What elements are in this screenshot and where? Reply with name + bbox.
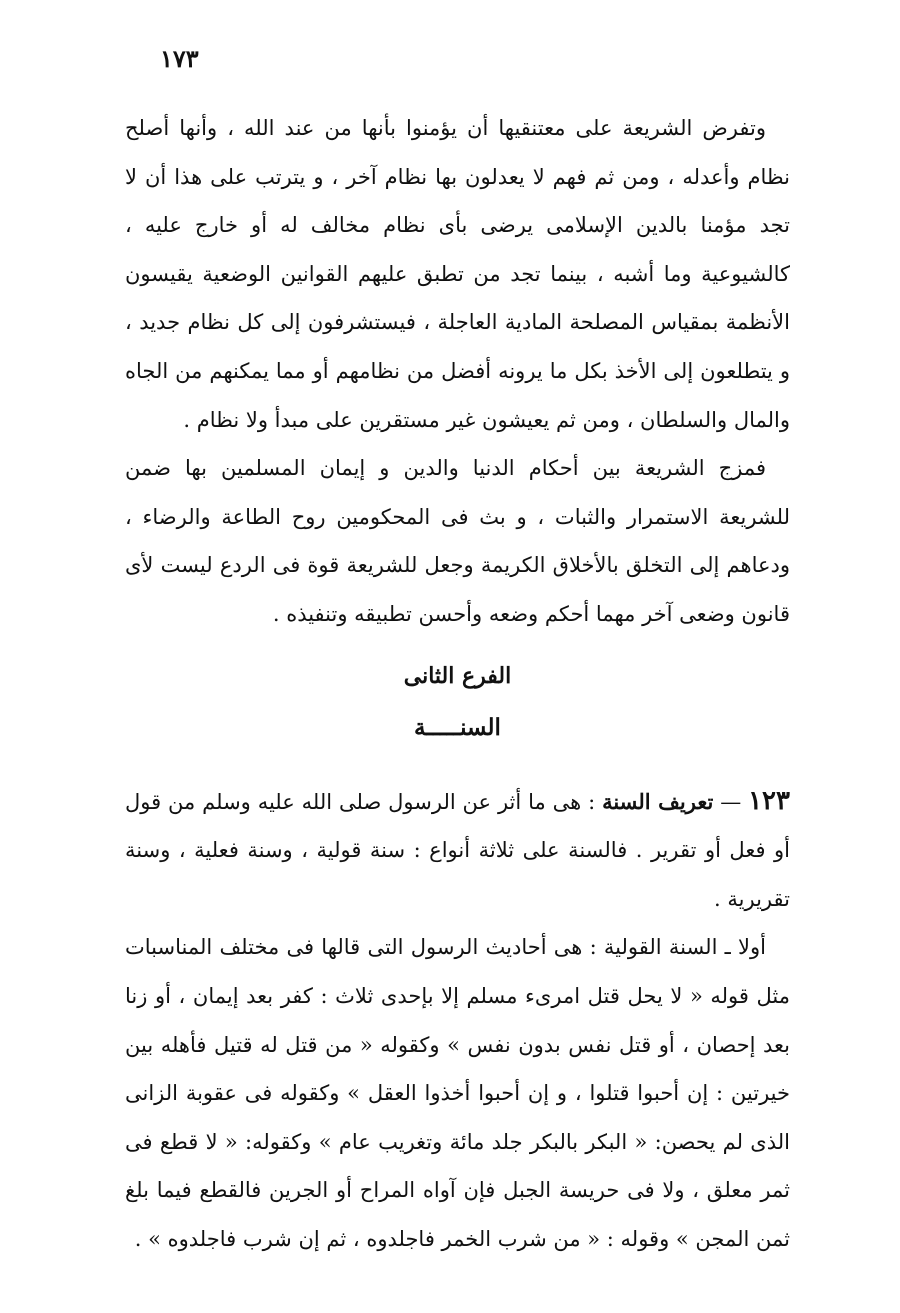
section-heading: السنـــــة (414, 713, 501, 741)
paragraph-sharia-stability: فمزج الشريعة بين أحكام الدنيا والدين و إيمان المسلمين بها ضمن للشريعة الاستمرار والثبات ، و بث فى المحكومين روح الطاعة والرضاء ، ودعاهم إلى التخلق بالأخلاق الكريمة وجعل للشريعة قوة فى الردع ليست لأى قانون وضعى آخر مهما أحكم وضعه وأحسن تطبيقه وتنفيذه . (125, 456, 790, 626)
page-number: ١٧٣ (160, 44, 199, 73)
paragraph-number: ١٢٣ (748, 785, 790, 816)
definition-text: : هى ما أثر عن الرسول صلى الله عليه وسلم من قول أو فعل أو تقرير . فالسنة على ثلاثة أنواع : سنة قولية ، وسنة فعلية ، وسنة تقريرية . (125, 789, 790, 911)
paragraph-sharia-belief: وتفرض الشريعة على معتنقيها أن يؤمنوا بأنها من عند الله ، وأنها أصلح نظام وأعدله ، ومن ثم فهم لا يعدلون بها نظام آخر ، و يترتب على هذا أن لا تجد مؤمنا بالدين الإسلامى يرضى بأى نظام مخالف له أو خارج عليه ، كالشيوعية وما أشبه ، بينما تجد من تطبق عليهم القوانين الوضعية يقيسون الأنظمة بمقياس المصلحة المادية العاجلة ، فيستشرفون إلى كل نظام جديد ، و يتطلعون إلى الأخذ بكل ما يرونه أفضل من نظامهم أو مما يمكنهم من الجاه والمال والسلطان ، ومن ثم يعيشون غير مستقرين على مبدأ ولا نظام . (125, 116, 790, 432)
definition-term: تعريف السنة (602, 788, 714, 814)
page-body (125, 104, 790, 1263)
paragraph-verbal-sunna: أولا ـ السنة القولية : هى أحاديث الرسول التى قالها فى مختلف المناسبات مثل قوله « لا يحل قتل امرىء مسلم إلا بإحدى ثلاث : كفر بعد إيمان ، أو زنا بعد إحصان ، أو قتل نفس بدون نفس » وكقوله « من قتل له قتيل فأهله بين خيرتين : إن أحبوا قتلوا ، و إن أحبوا أخذوا العقل » وكقوله فى عقوبة الزانى الذى لم يحصن: « البكر بالبكر جلد مائة وتغريب عام » وكقوله: « لا قطع فى ثمر معلق ، ولا فى حريسة الجبل فإن آواه المراح أو الجرين فالقطع فيما بلغ ثمن المجن » وقوله : « من شرب الخمر فاجلدوه ، ثم إن شرب فاجلدوه » . (125, 935, 790, 1251)
definition-dash: — (713, 789, 749, 814)
branch-heading: الفرع الثانى (403, 662, 512, 689)
definition-paragraph (125, 777, 790, 924)
